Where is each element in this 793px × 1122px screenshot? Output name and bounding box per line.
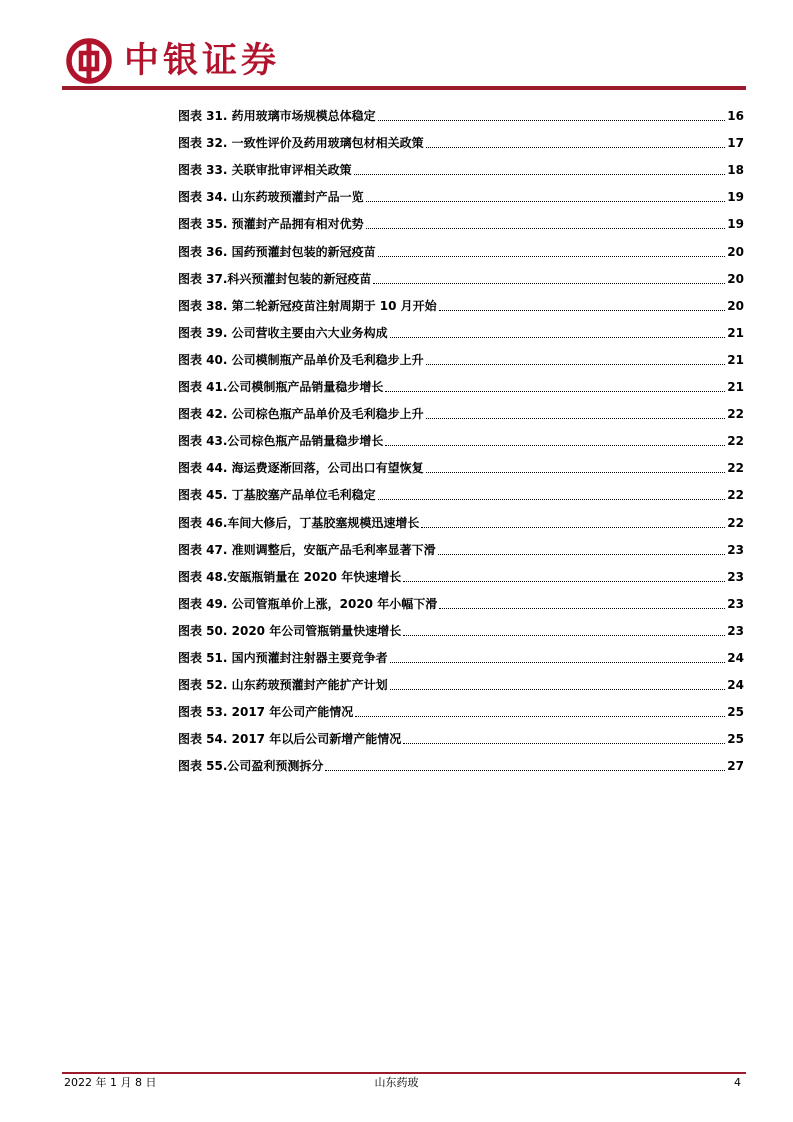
- toc-entry-page: 20: [727, 271, 744, 286]
- toc-entry-title: 图表 51. 国内预灌封注射器主要竞争者: [178, 650, 388, 665]
- toc-entry[interactable]: [178, 668, 744, 695]
- toc-entry-page: 18: [727, 163, 744, 178]
- toc-entry[interactable]: [178, 533, 744, 560]
- toc-entry[interactable]: [178, 695, 744, 722]
- bank-of-china-logo-icon: [66, 38, 112, 84]
- toc-dot-leader: [385, 391, 725, 392]
- toc-entry[interactable]: [178, 343, 744, 370]
- toc-entry-title: 图表 48.安瓿瓶销量在 2020 年快速增长: [178, 569, 402, 584]
- toc-entry-page: 17: [727, 136, 744, 151]
- toc-entry-title: 图表 40. 公司模制瓶产品单价及毛利稳步上升: [178, 352, 424, 367]
- toc-entry-title: 图表 41.公司模制瓶产品销量稳步增长: [178, 380, 384, 395]
- toc-entry[interactable]: [178, 641, 744, 668]
- toc-entry-page: 22: [727, 515, 744, 530]
- toc-entry-title: 图表 37.科兴预灌封包装的新冠疫苗: [178, 271, 372, 286]
- toc-entry-title: 图表 47. 准则调整后，安瓿产品毛利率显著下滑: [178, 542, 436, 557]
- toc-entry-page: 16: [727, 109, 744, 124]
- toc-entry[interactable]: [178, 587, 744, 614]
- toc-entry-title: 图表 42. 公司棕色瓶产品单价及毛利稳步上升: [178, 407, 424, 422]
- toc-entry[interactable]: [178, 207, 744, 234]
- toc-entry-title: 图表 44. 海运费逐渐回落，公司出口有望恢复: [178, 461, 424, 476]
- toc-entry-title: 图表 39. 公司营收主要由六大业务构成: [178, 325, 388, 340]
- toc-dot-leader: [421, 527, 725, 528]
- toc-dot-leader: [385, 445, 725, 446]
- toc-entry[interactable]: [178, 478, 744, 505]
- toc-entry-page: 21: [727, 380, 744, 395]
- toc-entry[interactable]: [178, 370, 744, 397]
- toc-entry-title: 图表 50. 2020 年公司管瓶销量快速增长: [178, 623, 402, 638]
- toc-entry[interactable]: [178, 126, 744, 153]
- toc-dot-leader: [390, 689, 726, 690]
- toc-entry-page: 23: [727, 569, 744, 584]
- toc-dot-leader: [426, 472, 726, 473]
- footer-date: 2022 年 1 月 8 日: [64, 1076, 157, 1089]
- toc-entry-title: 图表 38. 第二轮新冠疫苗注射周期于 10 月开始: [178, 298, 437, 313]
- toc-entry-page: 20: [727, 244, 744, 259]
- toc-dot-leader: [355, 716, 725, 717]
- toc-dot-leader: [438, 554, 726, 555]
- toc-entry-page: 22: [727, 434, 744, 449]
- toc-entry-page: 22: [727, 488, 744, 503]
- header-divider: [62, 86, 746, 90]
- toc-entry-page: 23: [727, 542, 744, 557]
- toc-dot-leader: [426, 364, 726, 365]
- toc-entry-page: 21: [727, 352, 744, 367]
- toc-entry[interactable]: [178, 560, 744, 587]
- toc-entry-page: 24: [727, 678, 744, 693]
- toc-dot-leader: [426, 147, 726, 148]
- toc-dot-leader: [378, 120, 726, 121]
- toc-entry-page: 22: [727, 407, 744, 422]
- toc-entry-title: 图表 35. 预灌封产品拥有相对优势: [178, 217, 364, 232]
- toc-entry-title: 图表 34. 山东药玻预灌封产品一览: [178, 190, 364, 205]
- toc-entry-title: 图表 55.公司盈利预测拆分: [178, 759, 324, 774]
- toc-dot-leader: [354, 174, 726, 175]
- toc-entry-page: 23: [727, 623, 744, 638]
- toc-dot-leader: [378, 499, 726, 500]
- brand-name: 中银证券: [124, 41, 281, 81]
- toc-entry[interactable]: [178, 99, 744, 126]
- toc-entry[interactable]: [178, 180, 744, 207]
- toc-entry-title: 图表 36. 国药预灌封包装的新冠疫苗: [178, 244, 376, 259]
- footer-divider: [62, 1072, 746, 1074]
- page-number: 4: [734, 1076, 741, 1089]
- toc-dot-leader: [426, 418, 726, 419]
- toc-entry-page: 23: [727, 596, 744, 611]
- toc-entry[interactable]: [178, 153, 744, 180]
- toc-entry[interactable]: [178, 614, 744, 641]
- toc-entry[interactable]: [178, 749, 744, 776]
- toc-dot-leader: [403, 635, 725, 636]
- toc-entry-page: 24: [727, 650, 744, 665]
- toc-entry[interactable]: [178, 397, 744, 424]
- toc-entry[interactable]: [178, 722, 744, 749]
- toc-entry-page: 25: [727, 732, 744, 747]
- toc-entry[interactable]: [178, 316, 744, 343]
- toc-entry-title: 图表 54. 2017 年以后公司新增产能情况: [178, 732, 402, 747]
- toc-entry-page: 22: [727, 461, 744, 476]
- toc-entry-title: 图表 52. 山东药玻预灌封产能扩产计划: [178, 678, 388, 693]
- toc-entry[interactable]: [178, 289, 744, 316]
- toc-dot-leader: [366, 201, 726, 202]
- toc-entry-title: 图表 53. 2017 年公司产能情况: [178, 705, 354, 720]
- toc-entry-page: 21: [727, 325, 744, 340]
- toc-dot-leader: [390, 337, 726, 338]
- toc-entry-title: 图表 33. 关联审批审评相关政策: [178, 163, 352, 178]
- toc-entry[interactable]: [178, 424, 744, 451]
- toc-entry[interactable]: [178, 451, 744, 478]
- toc-entry-title: 图表 46.车间大修后，丁基胶塞规模迅速增长: [178, 515, 420, 530]
- toc-dot-leader: [439, 608, 725, 609]
- toc-entry-title: 图表 45. 丁基胶塞产品单位毛利稳定: [178, 488, 376, 503]
- header-logo: [66, 38, 280, 84]
- toc-dot-leader: [439, 310, 726, 311]
- toc-dot-leader: [366, 228, 726, 229]
- toc-entry-title: 图表 49. 公司管瓶单价上涨，2020 年小幅下滑: [178, 596, 438, 611]
- table-of-figures: [178, 99, 744, 776]
- toc-entry-page: 19: [727, 190, 744, 205]
- toc-entry-page: 19: [727, 217, 744, 232]
- toc-entry-title: 图表 32. 一致性评价及药用玻璃包材相关政策: [178, 136, 424, 151]
- toc-entry[interactable]: [178, 234, 744, 261]
- toc-entry-title: 图表 43.公司棕色瓶产品销量稳步增长: [178, 434, 384, 449]
- toc-dot-leader: [378, 256, 726, 257]
- toc-dot-leader: [373, 283, 725, 284]
- toc-dot-leader: [403, 743, 725, 744]
- toc-dot-leader: [403, 581, 725, 582]
- toc-entry-page: 20: [727, 298, 744, 313]
- toc-dot-leader: [325, 770, 725, 771]
- toc-entry-page: 25: [727, 705, 744, 720]
- toc-entry-page: 27: [727, 759, 744, 774]
- toc-entry[interactable]: [178, 505, 744, 532]
- toc-dot-leader: [390, 662, 726, 663]
- footer-company: 山东药玻: [374, 1076, 419, 1089]
- toc-entry-title: 图表 31. 药用玻璃市场规模总体稳定: [178, 109, 376, 124]
- toc-entry[interactable]: [178, 262, 744, 289]
